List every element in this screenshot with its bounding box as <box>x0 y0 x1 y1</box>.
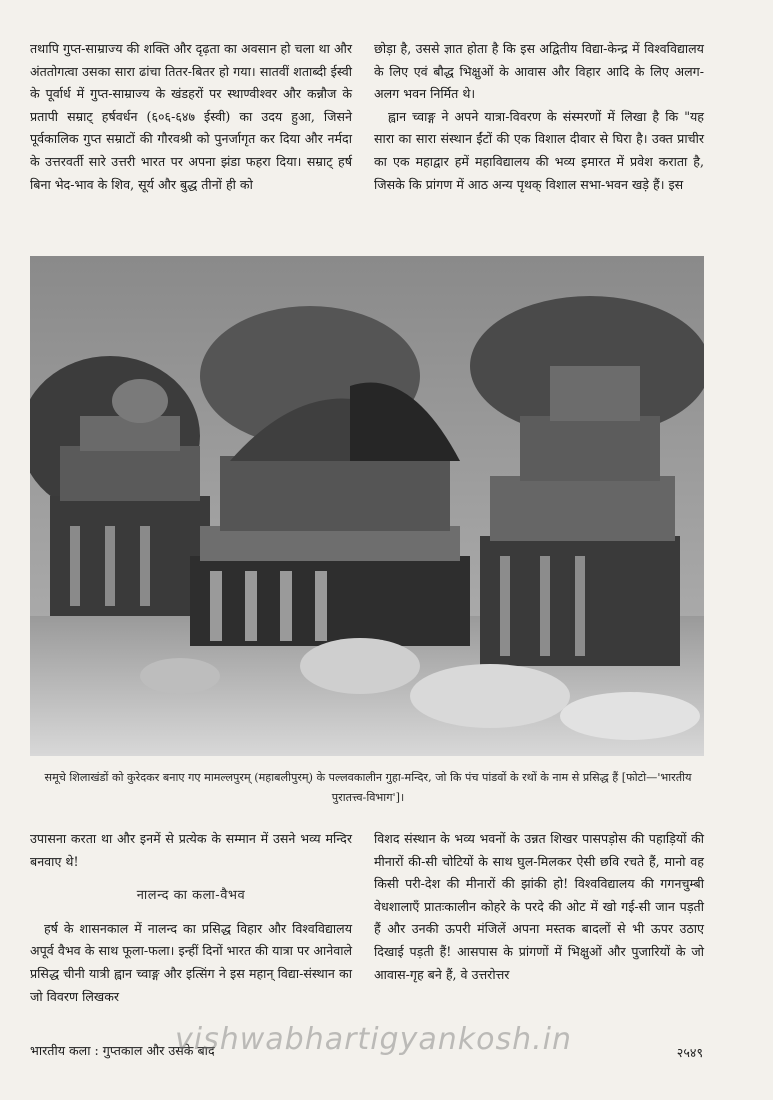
section-heading: नालन्द का कला-वैभव <box>136 888 246 904</box>
paragraph: ह्वान च्वाङ्ग ने अपने यात्रा-विवरण के संस्मरणों में लिखा है कि "यह सारा का सारा संस्थान ईंटों की एक विशाल दीवार से घिरा है। उक्त प्राचीर का एक महाद्वार हमें महाविद्यालय की भव्य इमारत में प्रवेश कराता है, जिसके कि प्रांगण में आठ अन्य पृथक् विशाल सभा-भवन खड़े हैं। इस <box>374 108 704 192</box>
page-number: २५४९ <box>676 1045 703 1060</box>
paragraph: तथापि गुप्त-साम्राज्य की शक्ति और दृढ़ता का अवसान हो चला था और अंततोगत्वा उसका सारा ढांचा तितर-बितर हो गया। सातवीं शताब्दी ईस्वी के पूर्वार्ध में गुप्त-साम्राज्य के खंडहरों पर स्थाण्वीश्वर और कन्नौज के प्रतापी सम्राट् हर्षवर्धन (६०६-६४७ ईस्वी) का उदय हुआ, जिसने पूर्वकालिक गुप्त सम्राटों की गौरवश्री को पुनर्जागृत कर दिया और नर्मदा के उत्तरवर्ती सारे उत्तरी भारत पर अपना झंडा फहरा दिया। सम्राट् हर्ष बिना भेद-भाव के शिव, सूर्य और बुद्ध तीनों ही को <box>30 41 352 192</box>
bottom-left-column <box>30 828 352 1008</box>
photo-caption: समूचे शिलाखंडों को कुरेदकर बनाए गए मामल्लपुरम् (महाबलीपुरम्) के पल्लवकालीन गुहा-मन्दिर, जो कि पंच पांडवों के रथों के नाम से प्रसिद्ध हैं [फोटो—'भारतीय पुरातत्त्व-विभाग']। <box>44 771 692 804</box>
bottom-right-column <box>374 828 704 986</box>
paragraph: छोड़ा है, उससे ज्ञात होता है कि इस अद्वितीय विद्या-केन्द्र में विश्वविद्यालय के लिए एवं बौद्ध भिक्षुओं के आवास और विहार आदि के लिए अलग-अलग भवन निर्मित थे। <box>374 41 704 102</box>
watermark: vishwabhartigyankosh.in <box>175 1022 572 1057</box>
paragraph: उपासना करता था और इनमें से प्रत्येक के सम्मान में उसने भव्य मन्दिर बनवाए थे! <box>30 831 352 869</box>
temple-photo <box>30 256 704 756</box>
top-left-column <box>30 38 352 196</box>
paragraph: विशद संस्थान के भव्य भवनों के उन्नत शिखर पासपड़ोस की पहाड़ियों की मीनारों की-सी चोटियों के साथ घुल-मिलकर ऐसी छवि रचते हैं, मानो वह किसी परी-देश की मीनारों की झांकी हो! विश्वविद्यालय की गगनचुम्बी वेधशालाएँ प्रातःकालीन कोहरे के परदे की ओट में खो गई-सी जान पड़ती हैं और उनकी ऊपरी मंजिलें अपना मस्तक बादलों से भी ऊपर उठाए दिखाई पड़ती हैं! आसपास के प्रांगणों में भिक्षुओं और पुजारियों के जो आवास-गृह बने हैं, वे उत्तरोत्तर <box>374 831 704 982</box>
paragraph: हर्ष के शासनकाल में नालन्द का प्रसिद्ध विहार और विश्वविद्यालय अपूर्व वैभव के साथ फूला-फला। इन्हीं दिनों भारत की यात्रा पर आनेवाले प्रसिद्ध चीनी यात्री ह्वान च्वाङ्ग और इत्सिंग ने इस महान् विद्या-संस्थान का जो विवरण लिखकर <box>30 920 352 1004</box>
top-right-column <box>374 38 704 196</box>
footer-title: भारतीय कला : गुप्तकाल और उसके बाद <box>30 1043 215 1058</box>
